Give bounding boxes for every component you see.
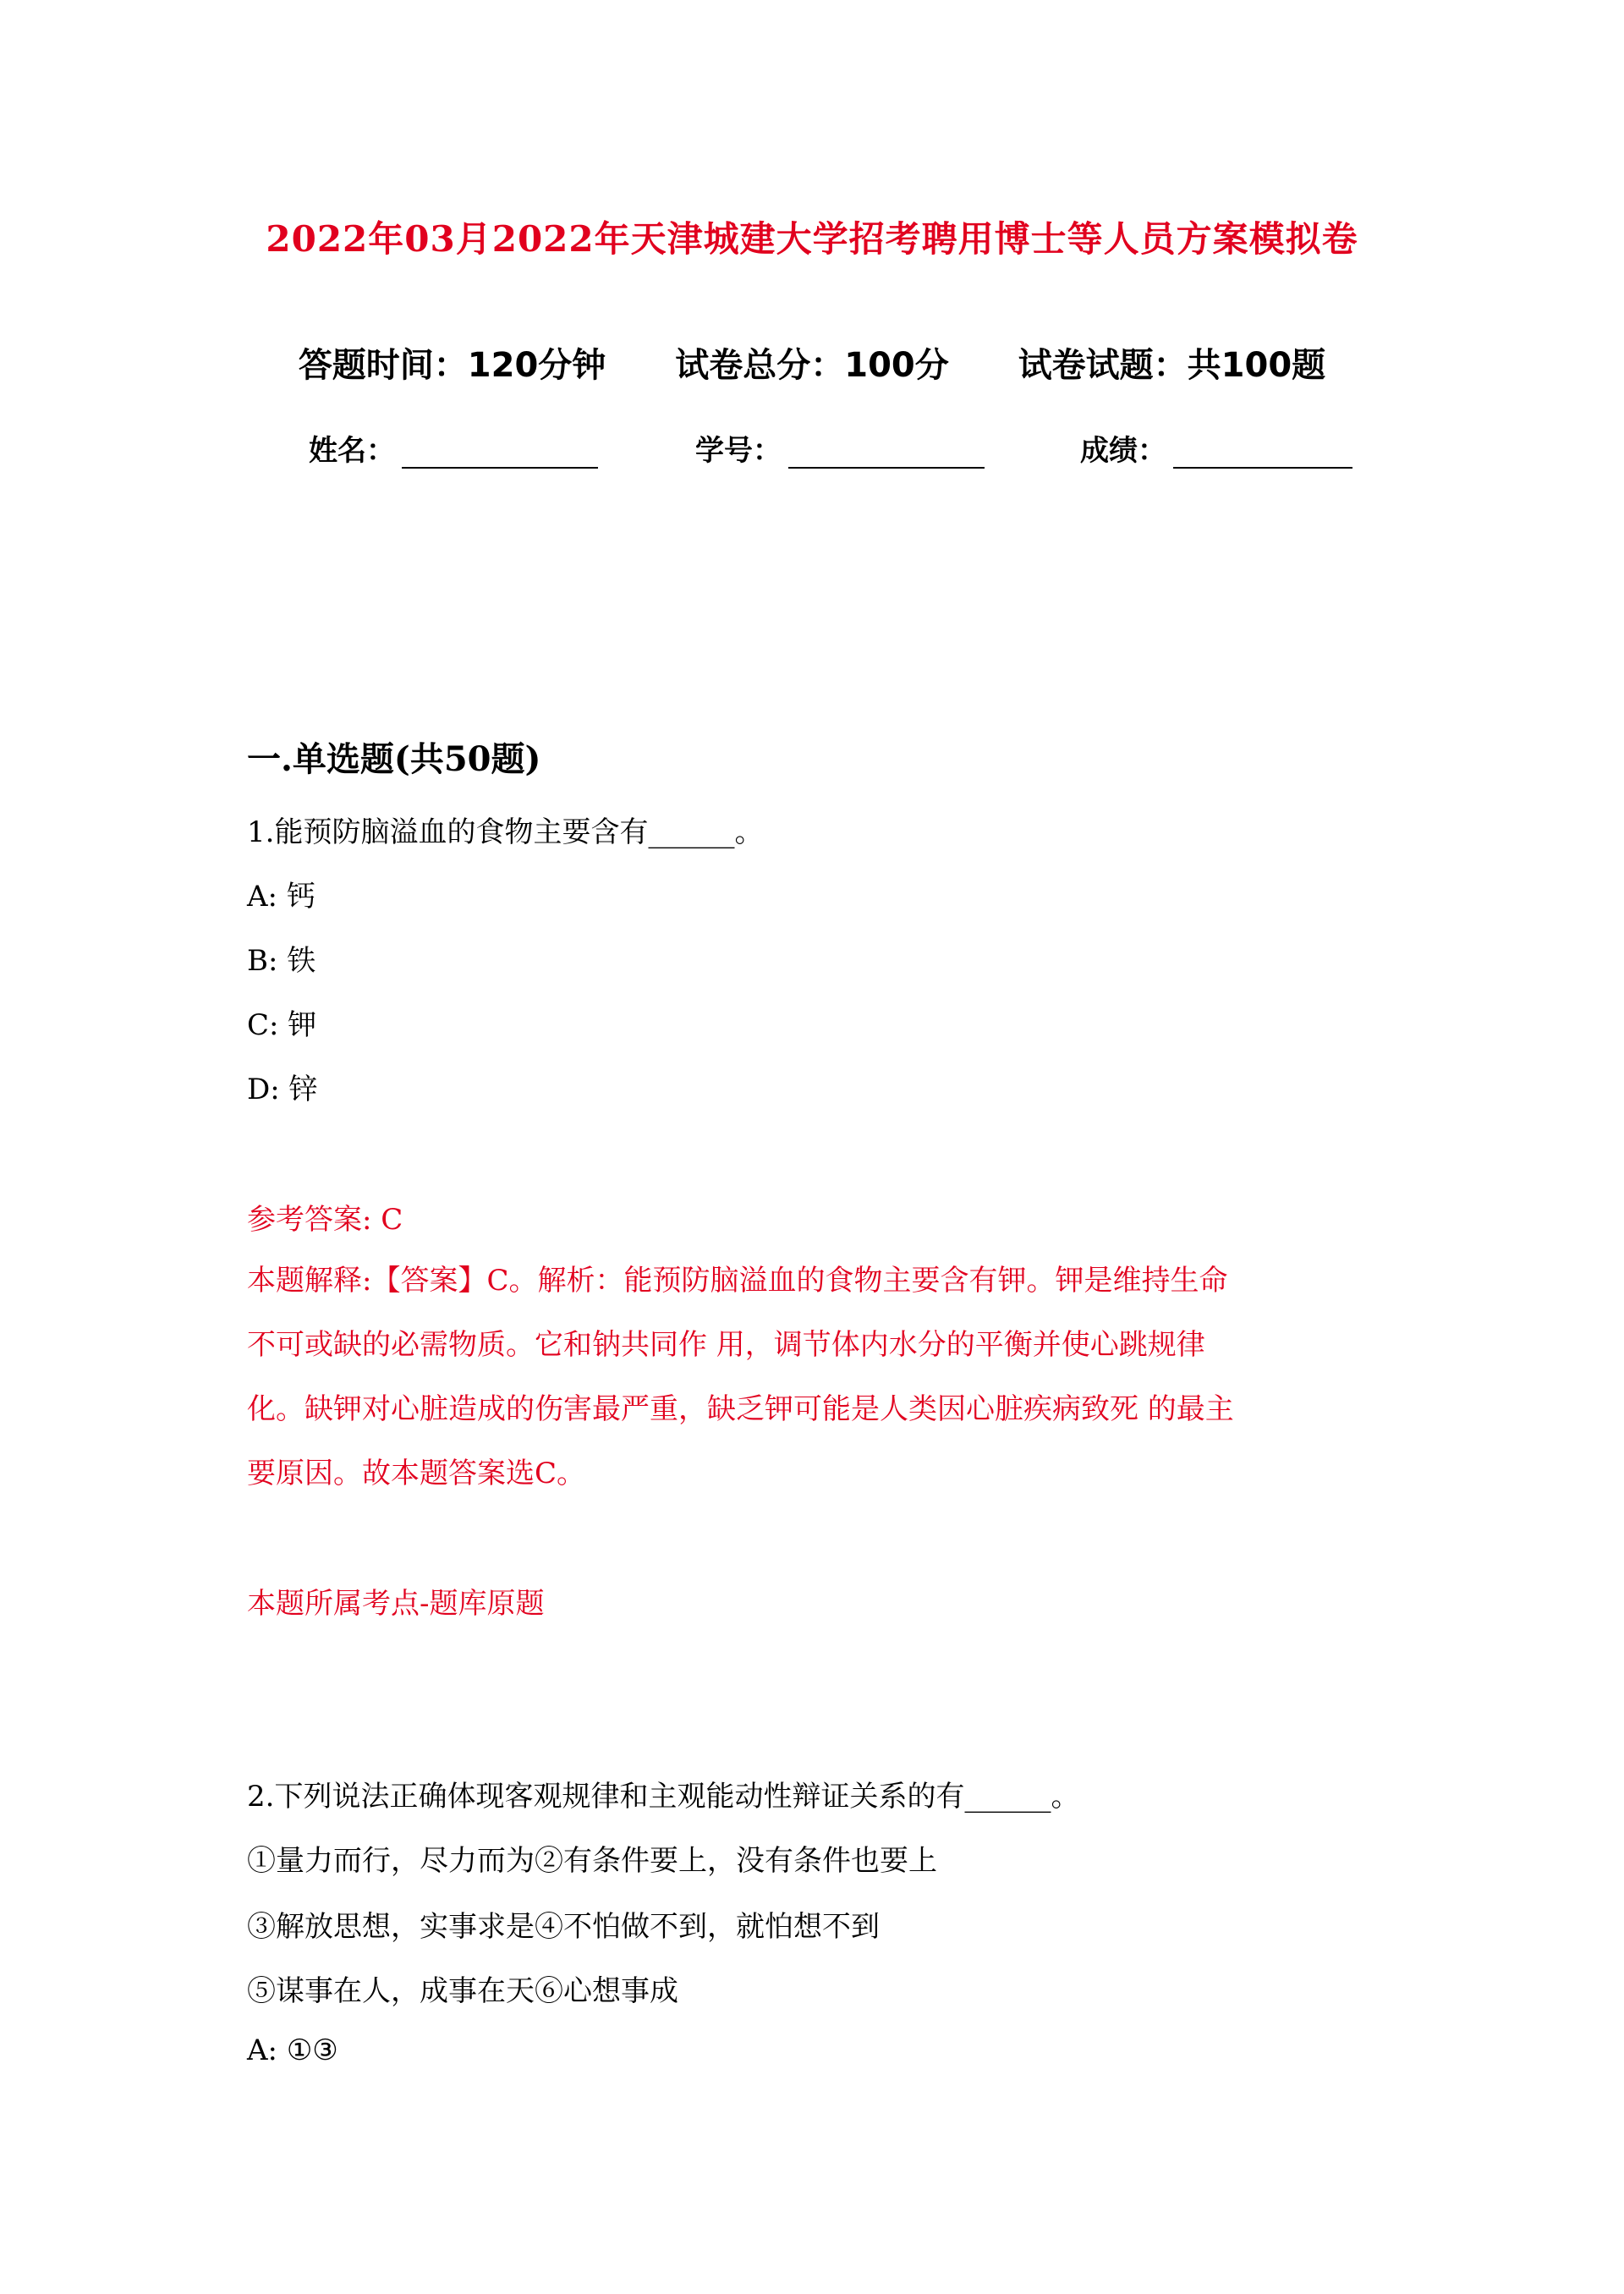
student-id-field xyxy=(695,427,985,469)
question-1-option-c: C: 钾 xyxy=(247,1008,317,1042)
question-1-stem: 1.能预防脑溢血的食物主要含有______。 xyxy=(247,815,764,849)
name-blank xyxy=(402,433,598,469)
question-2-statement: ①量力而行，尽力而为②有条件要上，没有条件也要上 xyxy=(247,1844,937,1878)
explanation-line: 要原因。故本题答案选C。 xyxy=(247,1457,586,1490)
section-title: 一.单选题(共50题) xyxy=(247,739,541,779)
explanation-line: 本题解释:【答案】C。解析：能预防脑溢血的食物主要含有钾。钾是维持生命 xyxy=(247,1264,1228,1298)
exam-total-score: 试卷总分：100分 xyxy=(675,346,949,385)
score-field xyxy=(1080,427,1352,469)
score-blank xyxy=(1173,433,1352,469)
question-1-option-a: A: 钙 xyxy=(247,880,315,914)
document-title: 2022年03月2022年天津城建大学招考聘用博士等人员方案模拟卷 xyxy=(266,218,1358,260)
question-1-option-b: B: 铁 xyxy=(247,944,316,978)
question-2-statement: ⑤谋事在人，成事在天⑥心想事成 xyxy=(247,1974,678,2008)
student-id-label: 学号： xyxy=(695,434,782,468)
student-id-blank xyxy=(788,433,985,469)
name-field xyxy=(309,427,598,469)
explanation-line: 不可或缺的必需物质。它和钠共同作 用，调节体内水分的平衡并使心跳规律 xyxy=(247,1328,1205,1362)
exam-meta-row xyxy=(0,338,1624,387)
exam-time: 答题时间：120分钟 xyxy=(298,346,606,385)
question-1-explanation xyxy=(247,1249,1397,1506)
question-2-statement: ③解放思想，实事求是④不怕做不到，就怕想不到 xyxy=(247,1910,880,1944)
exam-question-count: 试卷试题：共100题 xyxy=(1018,346,1326,385)
question-1-answer: 参考答案: C xyxy=(247,1203,403,1237)
question-1-topic: 本题所属考点-题库原题 xyxy=(247,1587,545,1621)
question-1-option-d: D: 锌 xyxy=(247,1073,318,1106)
name-label: 姓名： xyxy=(309,434,395,468)
score-label: 成绩： xyxy=(1080,434,1166,468)
question-2-option-a: A: ①③ xyxy=(247,2033,338,2067)
question-2-stem: 2.下列说法正确体现客观规律和主观能动性辩证关系的有______。 xyxy=(247,1780,1080,1814)
explanation-line: 化。缺钾对心脏造成的伤害最严重，缺乏钾可能是人类因心脏疾病致死 的最主 xyxy=(247,1392,1234,1426)
